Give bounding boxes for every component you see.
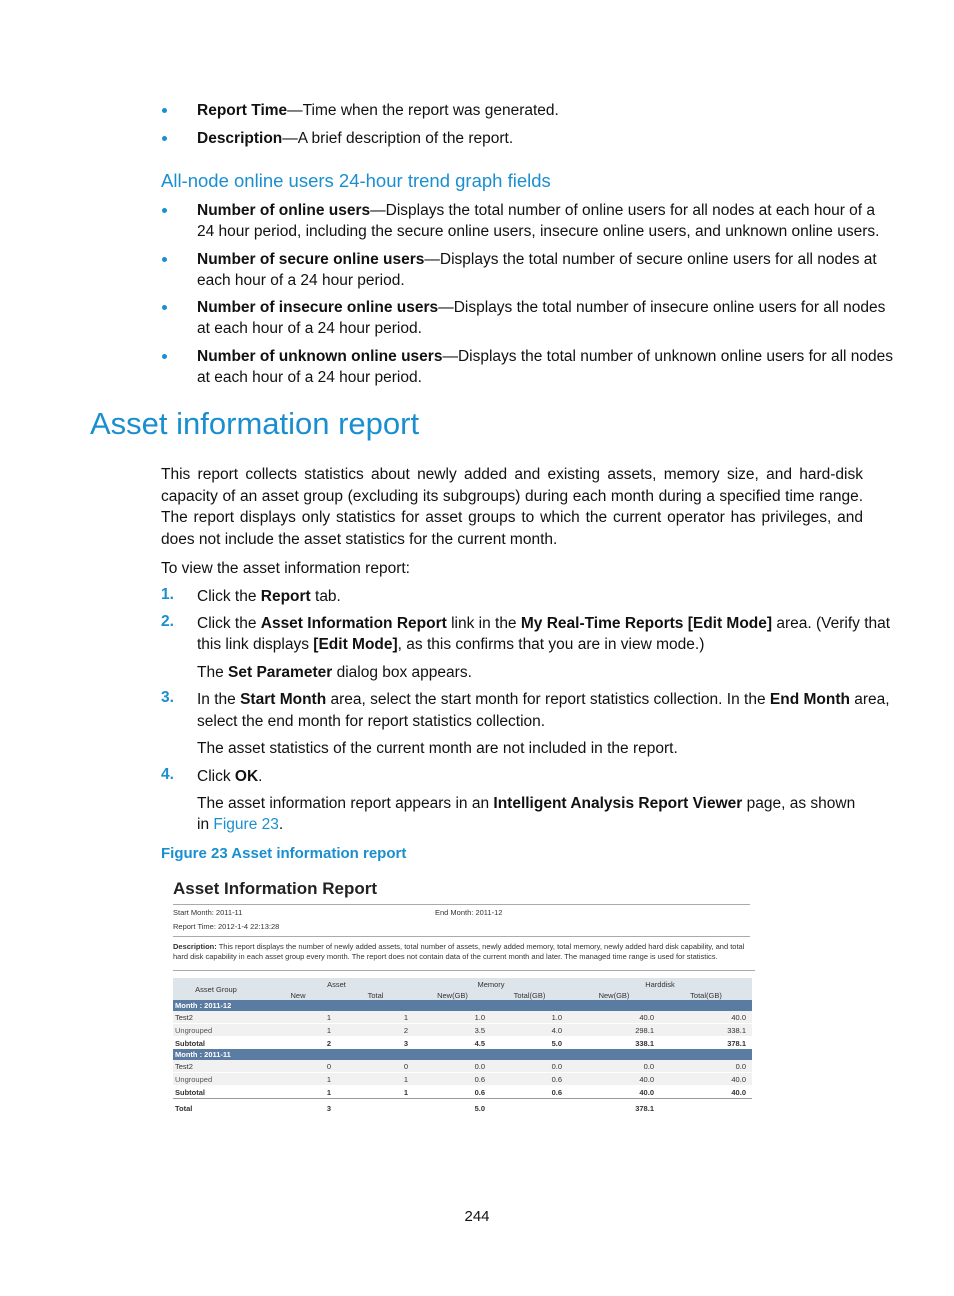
section-title: Asset information report: [90, 406, 420, 441]
subtotal-row: Subtotal 2 3 4.5 5.0 338.1 378.1: [173, 1037, 752, 1050]
step-number: 4.: [161, 766, 174, 783]
step-number: 1.: [161, 586, 174, 603]
asset-report-figure: [170, 876, 760, 1138]
bullet-unknown-users: Number of unknown online users—Displays the total number of unknown online users for all nodes: [197, 348, 894, 365]
step-3-cont: select the end month for report statistics collection.: [197, 713, 546, 730]
section-intro: This report collects statistics about newly added and existing assets, memory size, and hard-disk capacity of an asset group (excluding its subgroups) during each month during a specified time range. The report displays only statistics for asset groups to which the current operator has privileges, and does not include the asset statistics for the current month.: [161, 466, 863, 548]
bullet-dot: [162, 257, 167, 262]
col-header-new-gb: New(GB): [568, 990, 660, 1000]
step-number: 2.: [161, 613, 174, 630]
page-number: 244: [464, 1208, 490, 1225]
col-header-harddisk: Harddisk: [568, 978, 752, 990]
step-3: In the Start Month area, select the start month for report statistics collection. In the End Month area,: [197, 691, 890, 708]
asset-table: [173, 978, 752, 1117]
step-4: Click OK.: [197, 768, 263, 785]
report-time: Report Time: 2012-1-4 22:13:28: [173, 922, 280, 931]
figure-caption: Figure 23 Asset information report: [161, 845, 407, 862]
bullet-unknown-users-cont: at each hour of a 24 hour period.: [197, 369, 422, 386]
divider: [173, 970, 755, 971]
subtotal-row: Subtotal 1 1 0.6 0.6 40.0 40.0: [173, 1086, 752, 1099]
table-row: Test2 1 1 1.0 1.0 40.0 40.0: [173, 1011, 752, 1024]
month-row: Month : 2011-11: [173, 1049, 752, 1060]
table-row: Test2 0 0 0.0 0.0 0.0 0.0: [173, 1060, 752, 1073]
col-header-new-gb: New(GB): [414, 990, 491, 1000]
step-4-note-cont: in Figure 23.: [197, 816, 284, 833]
step-4-note: The asset information report appears in an Intelligent Analysis Report Viewer page, as shown: [197, 795, 856, 812]
table-row: Ungrouped 1 2 3.5 4.0 298.1 338.1: [173, 1024, 752, 1037]
bullet-online-users-cont: 24 hour period, including the secure online users, insecure online users, and unknown online users.: [197, 223, 880, 240]
step-1: Click the Report tab.: [197, 588, 341, 605]
end-month: End Month: 2011-12: [435, 908, 503, 917]
bullet-dot: [162, 108, 167, 113]
bullet-dot: [162, 305, 167, 310]
total-row: Total 3 5.0 378.1: [173, 1099, 752, 1118]
step-3-note: The asset statistics of the current month are not included in the report.: [197, 740, 678, 757]
col-header-new: New: [259, 990, 337, 1000]
bullet-secure-users-cont: each hour of a 24 hour period.: [197, 272, 405, 289]
report-title: Asset Information Report: [173, 879, 378, 898]
figure-23-link[interactable]: Figure 23: [213, 816, 279, 833]
bullet-insecure-users: Number of insecure online users—Displays the total number of insecure online users for all nodes: [197, 299, 886, 316]
bullet-secure-users: Number of secure online users—Displays the total number of secure online users for all nodes at: [197, 251, 877, 268]
bullet-report-time: Report Time—Time when the report was generated.: [197, 102, 559, 119]
divider: [173, 936, 750, 937]
col-header-total: Total: [337, 990, 414, 1000]
report-description: Description: This report displays the number of newly added assets, total number of assets, newly added memory, total memory, newly added hard disk capability, and total hard disk capability in each asset group every month. The report does not contain data of the current month and later. The managed time range is used for statistics.: [173, 942, 745, 961]
start-month: Start Month: 2011-11: [173, 908, 243, 917]
bullet-dot: [162, 208, 167, 213]
bullet-description: Description—A brief description of the report.: [197, 130, 514, 147]
step-2-note: The Set Parameter dialog box appears.: [197, 664, 472, 681]
col-header-total-gb: Total(GB): [491, 990, 568, 1000]
step-2-cont: this link displays [Edit Mode], as this confirms that you are in view mode.): [197, 636, 705, 653]
col-header-group: Asset Group: [173, 978, 259, 1000]
divider: [173, 904, 750, 905]
bullet-insecure-users-cont: at each hour of a 24 hour period.: [197, 320, 422, 337]
trend-heading: All-node online users 24-hour trend graph fields: [161, 170, 551, 191]
bullet-dot: [162, 136, 167, 141]
bullet-dot: [162, 354, 167, 359]
col-header-asset: Asset: [259, 978, 414, 990]
bullet-online-users: Number of online users—Displays the total number of online users for all nodes at each hour of a: [197, 202, 876, 219]
step-2: Click the Asset Information Report link in the My Real-Time Reports [Edit Mode] area. (Verify that: [197, 615, 891, 632]
col-header-total-gb: Total(GB): [660, 990, 752, 1000]
section-lead: To view the asset information report:: [161, 560, 410, 577]
table-row: Ungrouped 1 1 0.6 0.6 40.0 40.0: [173, 1073, 752, 1086]
month-row: Month : 2011-12: [173, 1000, 752, 1011]
col-header-memory: Memory: [414, 978, 568, 990]
step-number: 3.: [161, 689, 174, 706]
